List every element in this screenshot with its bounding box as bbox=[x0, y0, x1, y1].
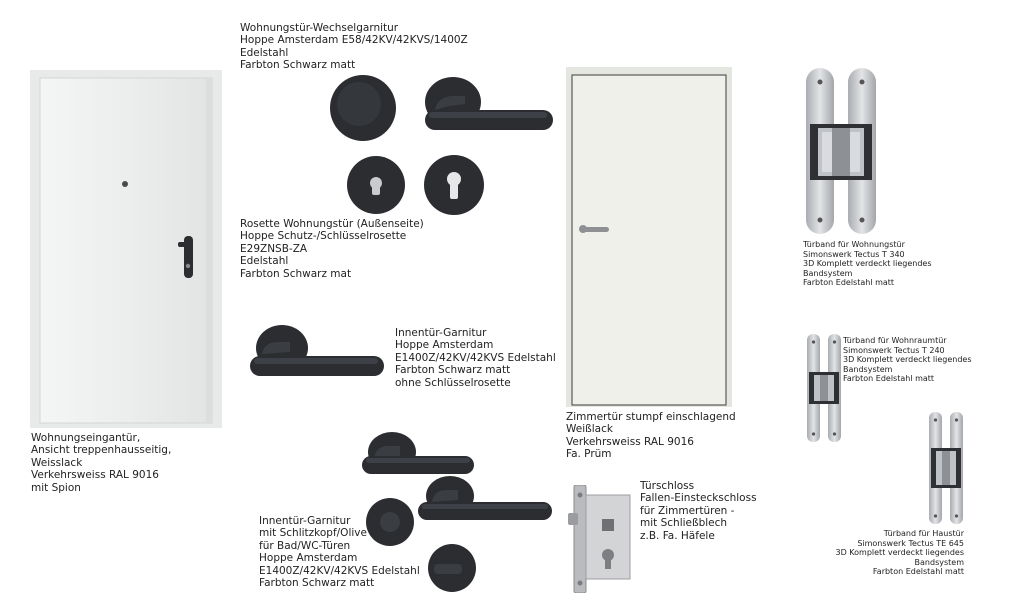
caption-line: Farbton Schwarz mat bbox=[240, 267, 352, 280]
entrance-door-caption bbox=[31, 432, 171, 494]
caption-line: Hoppe Amsterdam bbox=[259, 552, 358, 565]
caption-line: Bandsystem bbox=[843, 364, 893, 374]
caption-line: Fallen-Einsteckschloss bbox=[640, 492, 757, 505]
hinge-apartment-caption bbox=[803, 240, 932, 288]
rosette-image bbox=[346, 153, 496, 219]
door-lock-image bbox=[568, 485, 634, 593]
caption-line: Edelstahl bbox=[240, 46, 289, 59]
caption-line: Wohnungstür-Wechselgarnitur bbox=[240, 22, 399, 34]
hinge-tectus-te645-image bbox=[928, 412, 964, 524]
caption-line: Türband für Wohnraumtür bbox=[843, 336, 947, 345]
caption-line: mit Schlitzkopf/Olive bbox=[259, 527, 367, 540]
caption-line: 3D Komplett verdeckt liegendes bbox=[843, 355, 972, 365]
caption-line: Farbton Edelstahl matt bbox=[843, 374, 935, 384]
caption-line: Bandsystem bbox=[803, 268, 853, 278]
caption-line: Hoppe Amsterdam bbox=[395, 339, 494, 352]
caption-line: Türschloss bbox=[640, 480, 695, 492]
caption-line: Edelstahl bbox=[240, 255, 289, 268]
caption-line: Hoppe Amsterdam E58/42KV/42KVS/1400Z bbox=[240, 34, 468, 47]
caption-line: Türband für Haustür bbox=[883, 529, 964, 538]
caption-line: Zimmertür stumpf einschlagend bbox=[566, 411, 736, 423]
caption-line: Verkehrsweiss RAL 9016 bbox=[31, 469, 159, 482]
caption-line: für Zimmertüren - bbox=[640, 504, 735, 517]
caption-line: mit Spion bbox=[31, 481, 81, 494]
caption-line: Weisslack bbox=[31, 456, 83, 469]
caption-line: Farbton Schwarz matt bbox=[395, 364, 511, 377]
changeover-knob-handle-image bbox=[325, 74, 557, 146]
door-lock-caption bbox=[640, 480, 757, 542]
bathroom-set-caption bbox=[259, 515, 420, 589]
caption-line: E29ZNSB-ZA bbox=[240, 242, 308, 255]
hinge-front-caption bbox=[836, 529, 965, 577]
caption-line: Türband für Wohnungstür bbox=[803, 240, 905, 249]
caption-line: z.B. Fa. Häfele bbox=[640, 529, 715, 542]
interior-handle-image bbox=[248, 324, 388, 380]
caption-line: Farbton Schwarz matt bbox=[259, 577, 375, 590]
caption-line: Innentür-Garnitur bbox=[395, 327, 487, 339]
caption-line: Farbton Edelstahl matt bbox=[803, 278, 895, 288]
caption-line: ohne Schlüsselrosette bbox=[395, 376, 511, 389]
rosette-caption bbox=[240, 218, 424, 280]
caption-line: Fa. Prüm bbox=[566, 448, 612, 461]
caption-line: 3D Komplett verdeckt liegendes bbox=[803, 259, 932, 269]
caption-line: Ansicht treppenhausseitig, bbox=[31, 444, 172, 457]
hinge-tectus-t240-image bbox=[806, 334, 842, 442]
caption-line: Wohnungseingantür, bbox=[31, 432, 141, 444]
caption-line: Verkehrsweiss RAL 9016 bbox=[566, 435, 694, 448]
caption-line: E1400Z/42KV/42KVS Edelstahl bbox=[259, 564, 420, 577]
caption-line: Bandsystem bbox=[914, 557, 964, 567]
caption-line: Farbton Edelstahl matt bbox=[872, 567, 964, 577]
caption-line: Simonswerk Tectus T 240 bbox=[843, 345, 945, 355]
caption-line: 3D Komplett verdeckt liegendes bbox=[835, 548, 964, 558]
caption-line: Simonswerk Tectus T 340 bbox=[803, 249, 905, 259]
hinge-living-caption bbox=[843, 336, 972, 384]
room-door-image bbox=[566, 67, 732, 407]
hinge-tectus-t340-image bbox=[804, 68, 878, 236]
room-door-caption bbox=[566, 411, 736, 461]
caption-line: für Bad/WC-Türen bbox=[259, 539, 351, 552]
caption-line: Weißlack bbox=[566, 423, 613, 436]
interior-set-caption bbox=[395, 327, 556, 389]
caption-line: Innentür-Garnitur bbox=[259, 515, 351, 527]
caption-line: Farbton Schwarz matt bbox=[240, 59, 356, 72]
entrance-door-image bbox=[30, 70, 222, 428]
changeover-set-caption bbox=[240, 22, 468, 72]
caption-line: Hoppe Schutz-/Schlüsselrosette bbox=[240, 230, 407, 243]
caption-line: E1400Z/42KV/42KVS Edelstahl bbox=[395, 351, 556, 364]
caption-line: Rosette Wohnungstür (Außenseite) bbox=[240, 218, 424, 230]
caption-line: Simonswerk Tectus TE 645 bbox=[857, 538, 964, 548]
caption-line: mit Schließblech bbox=[640, 517, 728, 530]
